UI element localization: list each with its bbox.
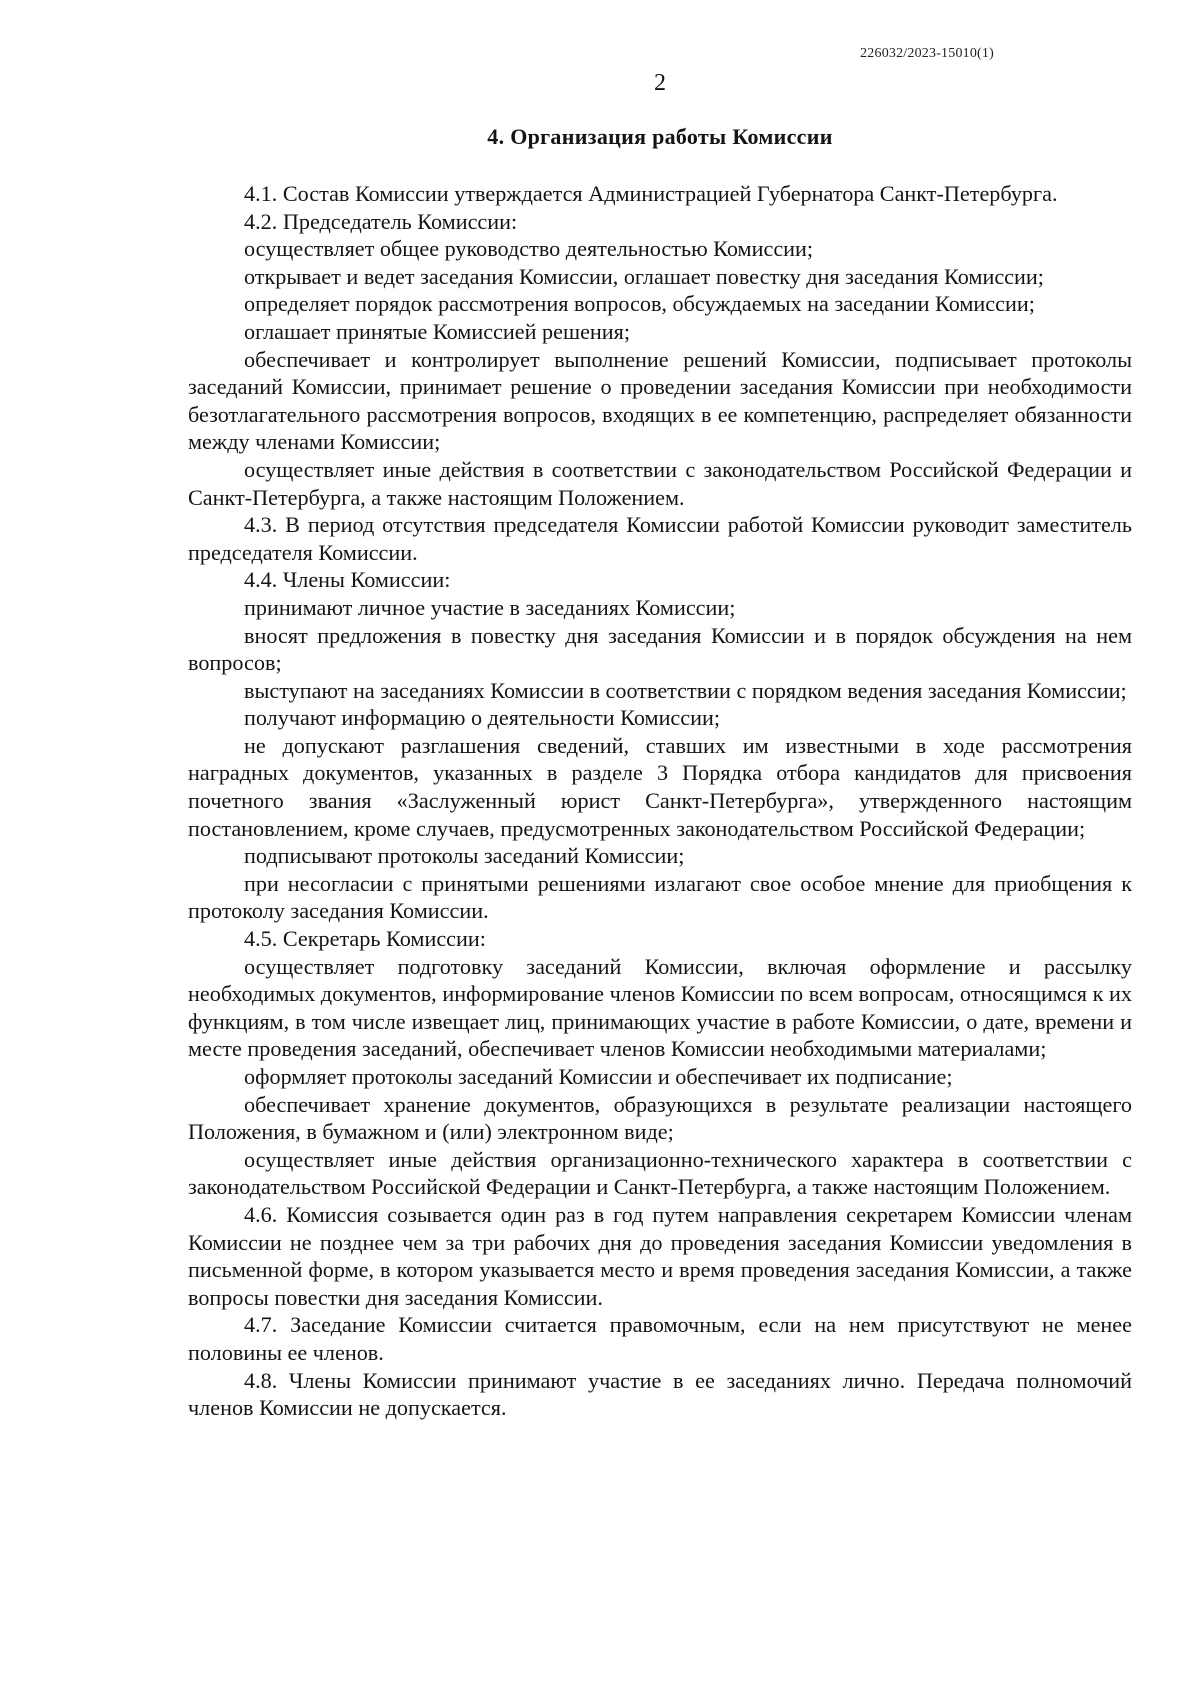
paragraph-chair-duty: осуществляет общее руководство деятельностью Комиссии; bbox=[244, 236, 814, 262]
paragraph-4-2: 4.2. Председатель Комиссии: bbox=[244, 208, 518, 234]
paragraph-4-6: 4.6. Комиссия созывается один раз в год путем направления секретарем Комиссии членам Комиссии не позднее чем за три рабочих дня до проведения заседания Комиссии уведомления в письменной форме, в котором указывается место и время проведения заседания Комиссии, а также вопросы повестки дня заседания Комиссии. bbox=[188, 1201, 1132, 1310]
paragraph-4-8: 4.8. Члены Комиссии принимают участие в ее заседаниях лично. Передача полномочий членов Комиссии не допускается. bbox=[188, 1367, 1132, 1421]
paragraph-chair-duty: обеспечивает и контролирует выполнение решений Комиссии, подписывает протоколы заседаний Комиссии, принимает решение о проведении заседания Комиссии при необходимости безотлагательного рассмотрения вопросов, входящих в ее компетенцию, распределяет обязанности между членами Комиссии; bbox=[188, 346, 1132, 455]
paragraph-secretary-duty: осуществляет иные действия организационно-технического характера в соответствии с законодательством Российской Федерации и Санкт-Петербурга, а также настоящим Положением. bbox=[188, 1146, 1132, 1200]
document-registration-number: 226032/2023-15010(1) bbox=[860, 46, 994, 61]
paragraph-chair-duty: открывает и ведет заседания Комиссии, оглашает повестку дня заседания Комиссии; bbox=[244, 263, 1044, 289]
paragraph-chair-duty: определяет порядок рассмотрения вопросов, обсуждаемых на заседании Комиссии; bbox=[244, 291, 1035, 317]
paragraph-secretary-duty: оформляет протоколы заседаний Комиссии и обеспечивает их подписание; bbox=[244, 1064, 953, 1089]
section-title: 4. Организация работы Комиссии bbox=[487, 124, 833, 149]
paragraph-4-5: 4.5. Секретарь Комиссии: bbox=[244, 926, 486, 952]
paragraph-member-duty: вносят предложения в повестку дня заседания Комиссии и в порядок обсуждения на нем вопросов; bbox=[188, 622, 1132, 676]
paragraph-member-duty: при несогласии с принятыми решениями излагают свое особое мнение для приобщения к протоколу заседания Комиссии. bbox=[188, 870, 1132, 924]
page-number: 2 bbox=[654, 70, 666, 96]
paragraph-member-duty: принимают личное участие в заседаниях Комиссии; bbox=[244, 594, 736, 620]
paragraph-4-7: 4.7. Заседание Комиссии считается правомочным, если на нем присутствуют не менее половины ее членов. bbox=[188, 1312, 1132, 1365]
paragraph-4-3: 4.3. В период отсутствия председателя Комиссии работой Комиссии руководит заместитель председателя Комиссии. bbox=[188, 512, 1132, 565]
paragraph-4-4: 4.4. Члены Комиссии: bbox=[244, 567, 451, 593]
document-body bbox=[188, 180, 1132, 1422]
paragraph-secretary-duty: обеспечивает хранение документов, образующихся в результате реализации настоящего Положения, в бумажном и (или) электронном виде; bbox=[188, 1091, 1132, 1145]
paragraph-secretary-duty: осуществляет подготовку заседаний Комиссии, включая оформление и рассылку необходимых документов, информирование членов Комиссии по всем вопросам, относящимся к их функциям, в том числе извещает лиц, принимающих участие в работе Комиссии, о дате, времени и месте проведения заседаний, обеспечивает членов Комиссии необходимыми материалами; bbox=[188, 953, 1132, 1062]
paragraph-member-duty: подписывают протоколы заседаний Комиссии; bbox=[244, 843, 685, 869]
paragraph-member-duty: выступают на заседаниях Комиссии в соответствии с порядком ведения заседания Комиссии; bbox=[244, 677, 1127, 703]
paragraph-chair-duty: оглашает принятые Комиссией решения; bbox=[244, 318, 631, 344]
paragraph-4-1: 4.1. Состав Комиссии утверждается Администрацией Губернатора Санкт-Петербурга. bbox=[244, 181, 1058, 206]
paragraph-member-duty: получают информацию о деятельности Комиссии; bbox=[244, 705, 721, 731]
paragraph-member-duty: не допускают разглашения сведений, ставших им известными в ходе рассмотрения наградных документов, указанных в разделе 3 Порядка отбора кандидатов для присвоения почетного звания «Заслуженный юрист Санкт-Петербурга», утвержденного настоящим постановлением, кроме случаев, предусмотренных законодательством Российской Федерации; bbox=[188, 732, 1132, 841]
paragraph-chair-duty: осуществляет иные действия в соответствии с законодательством Российской Федерации и Санкт-Петербурга, а также настоящим Положением. bbox=[188, 456, 1132, 510]
